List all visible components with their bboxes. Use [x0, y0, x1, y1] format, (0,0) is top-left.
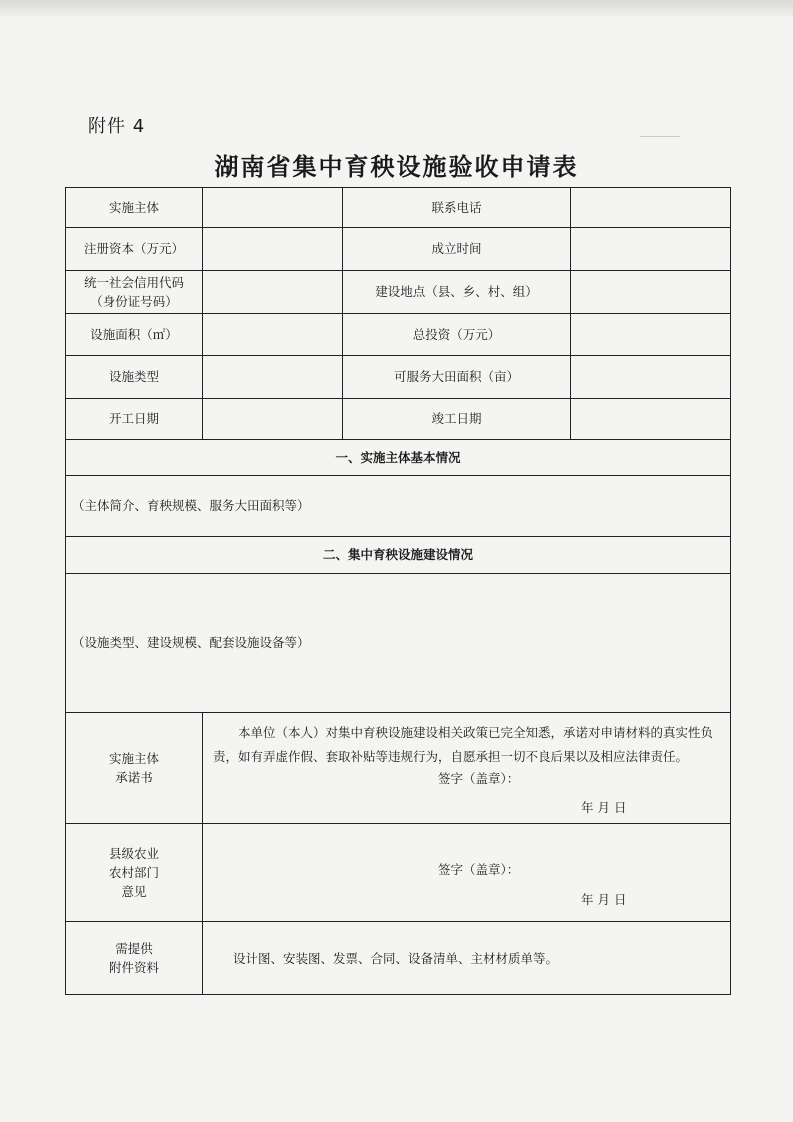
- label-established: 成立时间: [343, 228, 571, 271]
- label-completion-date: 竣工日期: [343, 399, 571, 440]
- row-area: [66, 314, 731, 356]
- field-phone[interactable]: [571, 188, 731, 228]
- page-title: 湖南省集中育秧设施验收申请表: [214, 152, 579, 181]
- label-attachments-line2: 附件资料: [108, 960, 159, 976]
- label-credit-code: [66, 271, 203, 314]
- application-form-table: [65, 187, 731, 995]
- field-investment[interactable]: [571, 314, 731, 356]
- label-attachments: [66, 922, 203, 995]
- label-facility-type: 设施类型: [66, 356, 203, 399]
- county-opinion-content: [203, 824, 731, 922]
- label-start-date: 开工日期: [66, 399, 203, 440]
- pledge-text: 本单位（本人）对集中育秧设施建设相关政策已完全知悉，承诺对申请材料的真实性负责，如有弄虚作假、套取补贴等违规行为，自愿承担一切不良后果以及相应法律责任。: [213, 725, 714, 764]
- row-basic-heading: [66, 440, 731, 476]
- bleed-through-mark: [640, 122, 680, 137]
- row-attachments: [66, 922, 731, 995]
- field-start-date[interactable]: [203, 399, 343, 440]
- label-credit-code-line2: （身份证号码）: [90, 294, 178, 309]
- field-service-area[interactable]: [571, 356, 731, 399]
- county-date[interactable]: 年 月 日: [581, 891, 627, 907]
- row-capital: [66, 228, 731, 271]
- field-capital[interactable]: [203, 228, 343, 271]
- row-facility-type: [66, 356, 731, 399]
- row-dates: [66, 399, 731, 440]
- row-county-opinion: [66, 824, 731, 922]
- label-county-line3: 意见: [121, 884, 147, 900]
- section-construction-heading: 二、集中育秧设施建设情况: [66, 537, 731, 574]
- field-area[interactable]: [203, 314, 343, 356]
- field-location[interactable]: [571, 271, 731, 314]
- section-basic-heading: 一、实施主体基本情况: [66, 440, 731, 476]
- scan-edge: [0, 0, 793, 16]
- label-service-area: 可服务大田面积（亩）: [343, 356, 571, 399]
- field-implementer[interactable]: [203, 188, 343, 228]
- pledge-date[interactable]: 年 月 日: [581, 799, 627, 815]
- label-implementer: 实施主体: [66, 188, 203, 228]
- attachment-label: 附件 4: [88, 116, 146, 137]
- county-signature[interactable]: 签字（盖章）：: [438, 862, 520, 878]
- field-established[interactable]: [571, 228, 731, 271]
- field-completion-date[interactable]: [571, 399, 731, 440]
- label-credit-code-line1: 统一社会信用代码: [83, 274, 184, 290]
- label-attachments-line1: 需提供: [115, 940, 153, 956]
- label-county-line1: 县级农业: [108, 845, 159, 861]
- section-construction-hint[interactable]: （设施类型、建设规模、配套设施设备等）: [66, 574, 731, 713]
- label-capital: 注册资本（万元）: [66, 228, 203, 271]
- label-location: 建设地点（县、乡、村、组）: [343, 271, 571, 314]
- row-basic-content: [66, 476, 731, 537]
- field-facility-type[interactable]: [203, 356, 343, 399]
- pledge-signature[interactable]: 签字（盖章）：: [438, 770, 520, 786]
- pledge-content: [203, 713, 731, 824]
- label-pledge: [66, 713, 203, 824]
- label-county-opinion: [66, 824, 203, 922]
- label-county-line2: 农村部门: [108, 865, 159, 881]
- label-pledge-line1: 实施主体: [108, 750, 159, 766]
- row-construction-content: [66, 574, 731, 713]
- field-credit-code[interactable]: [203, 271, 343, 314]
- attachments-text: 设计图、安装图、发票、合同、设备清单、主材材质单等。: [203, 922, 731, 995]
- row-construction-heading: [66, 537, 731, 574]
- section-basic-hint[interactable]: （主体简介、育秧规模、服务大田面积等）: [66, 476, 731, 537]
- row-credit-code: [66, 271, 731, 314]
- label-investment: 总投资（万元）: [343, 314, 571, 356]
- row-pledge: [66, 713, 731, 824]
- row-implementer: [66, 188, 731, 228]
- label-area: 设施面积（㎡）: [66, 314, 203, 356]
- label-pledge-line2: 承诺书: [115, 770, 153, 786]
- label-phone: 联系电话: [343, 188, 571, 228]
